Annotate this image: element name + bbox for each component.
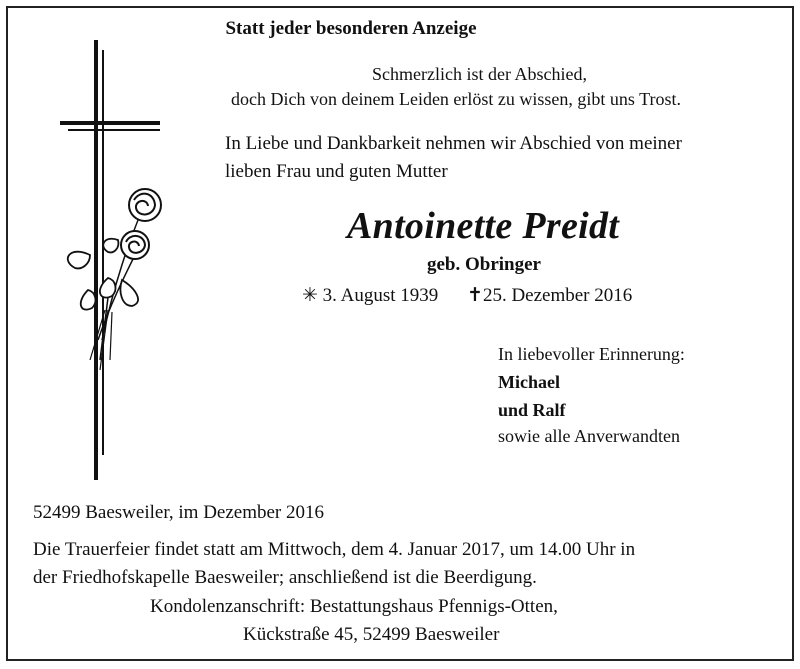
- mourner-name-2: und Ralf: [498, 400, 566, 420]
- notice-heading-text: Statt jeder besonderen Anzeige: [225, 18, 477, 39]
- intro-line-2: lieben Frau und guten Mutter: [225, 161, 448, 182]
- birth-star-icon: ✳: [302, 285, 318, 306]
- birth-name: geb. Obringer: [427, 254, 541, 275]
- quote-line-2: doch Dich von deinem Leiden erlöst zu wissen, gibt uns Trost.: [231, 89, 681, 109]
- place-date: 52499 Baesweiler, im Dezember 2016: [33, 502, 325, 523]
- mourner-name-1: Michael: [498, 372, 560, 392]
- death-date: 25. Dezember 2016: [482, 285, 633, 306]
- mourners-others: sowie alle Anverwandten: [498, 426, 680, 446]
- intro-line-1: In Liebe und Dankbarkeit nehmen wir Abschied von meiner: [225, 133, 682, 154]
- birth-date: 3. August 1939: [322, 285, 439, 306]
- notice-heading: [0, 18, 800, 40]
- condolence-line-1: Kondolenzanschrift: Bestattungshaus Pfennigs-Otten,: [150, 596, 558, 617]
- cross-with-roses-icon: [50, 40, 180, 480]
- life-dates: [302, 284, 632, 307]
- funeral-line-2: der Friedhofskapelle Baesweiler; anschließend ist die Beerdigung.: [33, 567, 537, 588]
- mourners-intro: In liebevoller Erinnerung:: [498, 344, 685, 364]
- deceased-name: Antoinette Preidt: [347, 205, 620, 247]
- quote-line-1: Schmerzlich ist der Abschied,: [372, 64, 587, 84]
- death-cross-icon: ✝: [467, 285, 483, 306]
- funeral-line-1: Die Trauerfeier findet statt am Mittwoch, dem 4. Januar 2017, um 14.00 Uhr in: [33, 539, 636, 560]
- condolence-line-2: Kückstraße 45, 52499 Baesweiler: [243, 624, 500, 645]
